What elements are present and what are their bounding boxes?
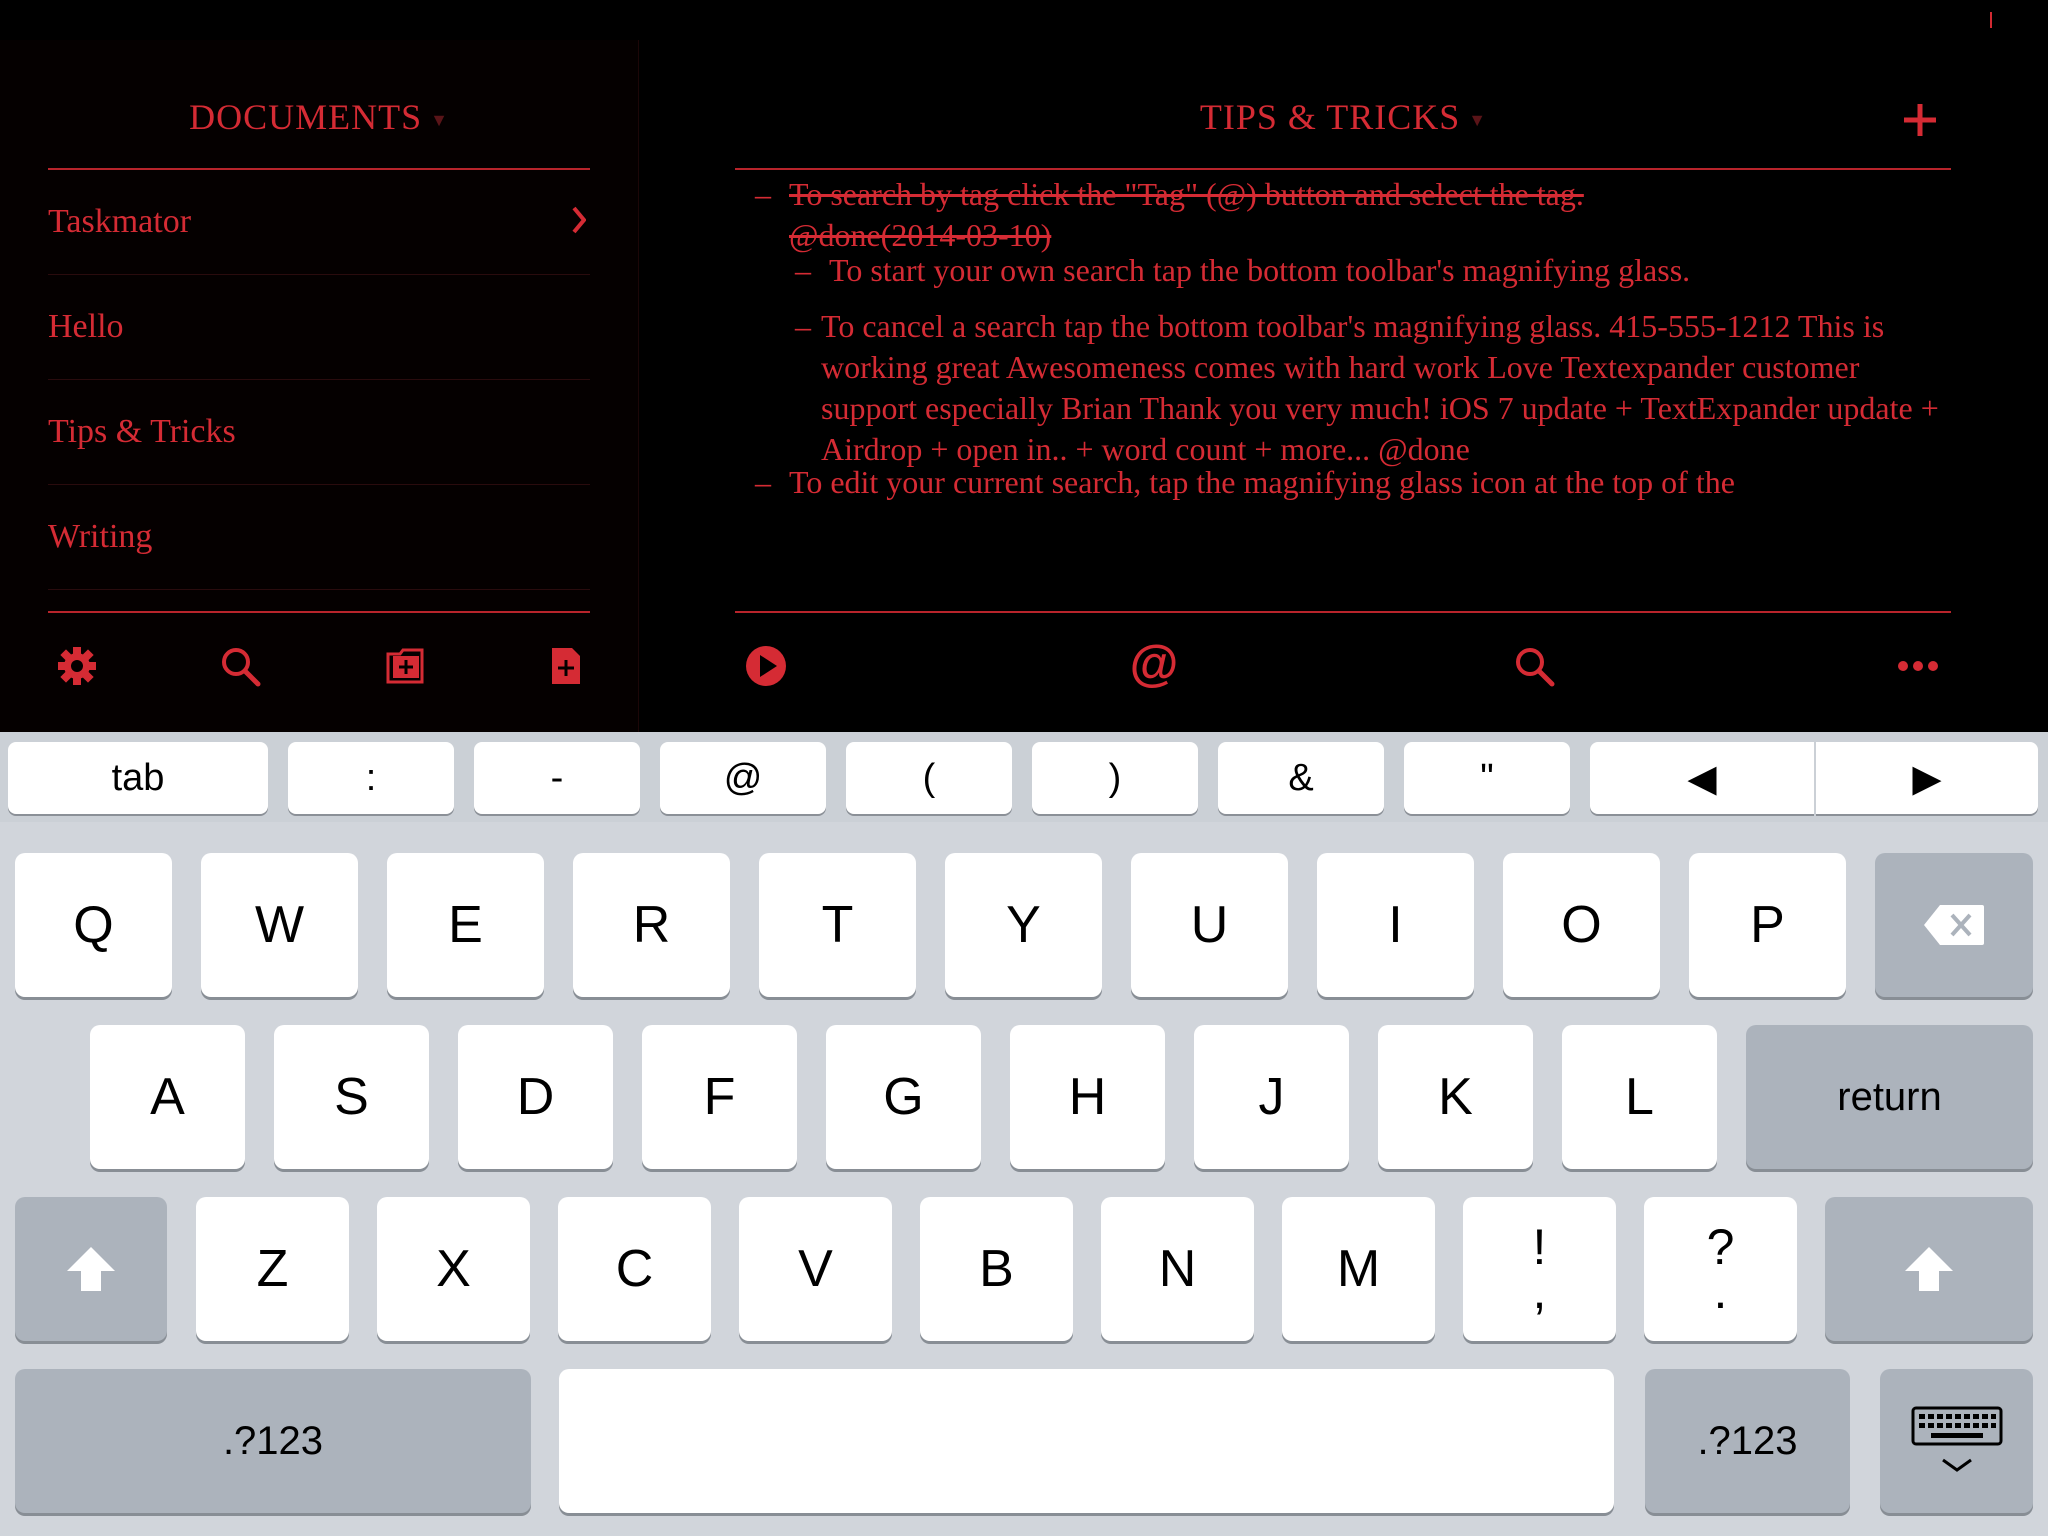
task-item[interactable] bbox=[755, 462, 1945, 503]
task-dash: – bbox=[755, 464, 771, 500]
delete-key[interactable] bbox=[1875, 853, 2033, 997]
documents-title-menu[interactable] bbox=[0, 96, 638, 138]
task-text: To start your own search tap the bottom toolbar's magnifying glass. bbox=[829, 252, 1691, 288]
key-top-char: ! bbox=[1532, 1219, 1547, 1275]
divider bbox=[48, 611, 590, 613]
quote-key[interactable]: " bbox=[1404, 742, 1570, 814]
cursor-left-key[interactable] bbox=[1590, 742, 1814, 814]
task-item[interactable] bbox=[755, 174, 1945, 256]
editor-text-area[interactable] bbox=[735, 174, 1951, 608]
key-b[interactable]: B bbox=[920, 1197, 1073, 1341]
space-bar[interactable] bbox=[559, 1369, 1614, 1513]
numbers-key-left[interactable]: .?123 bbox=[15, 1369, 531, 1513]
key-j[interactable]: J bbox=[1194, 1025, 1349, 1169]
key-z[interactable]: Z bbox=[196, 1197, 349, 1341]
task-text: To cancel a search tap the bottom toolbar's magnifying glass. 415-555-1212 This is working great Awesomeness comes with hard work Love Textexpander customer support especially Brian Thank you very much! iOS 7 update + TextExpander update + Airdrop + open in.. + word count + more... @done bbox=[821, 308, 1939, 467]
app-window bbox=[0, 0, 2048, 732]
key-bottom-char: , bbox=[1532, 1263, 1547, 1319]
document-item-taskmator[interactable] bbox=[48, 170, 590, 275]
search-icon[interactable] bbox=[218, 644, 262, 688]
shift-arrow-icon bbox=[64, 1244, 118, 1294]
key-v[interactable]: V bbox=[739, 1197, 892, 1341]
triangle-right-icon: ▶ bbox=[1912, 757, 1942, 800]
task-dash: – bbox=[795, 252, 811, 288]
task-dash: – bbox=[795, 308, 811, 344]
task-item[interactable] bbox=[795, 250, 1945, 291]
battery-icon bbox=[1990, 12, 1992, 28]
task-text: To edit your current search, tap the magnifying glass icon at the top of the bbox=[789, 464, 1735, 500]
documents-sidebar bbox=[0, 40, 639, 732]
key-h[interactable]: H bbox=[1010, 1025, 1165, 1169]
key-l[interactable]: L bbox=[1562, 1025, 1717, 1169]
status-bar bbox=[0, 0, 2048, 40]
key-i[interactable]: I bbox=[1317, 853, 1474, 997]
dismiss-keyboard-key[interactable] bbox=[1880, 1369, 2033, 1513]
numbers-key-right[interactable]: .?123 bbox=[1645, 1369, 1850, 1513]
shift-key-right[interactable] bbox=[1825, 1197, 2033, 1341]
onscreen-keyboard bbox=[0, 732, 2048, 1536]
document-item-hello[interactable] bbox=[48, 275, 590, 380]
keyboard-dismiss-icon bbox=[1911, 1406, 2003, 1476]
document-item-tips-tricks[interactable] bbox=[48, 380, 590, 485]
shift-key-left[interactable] bbox=[15, 1197, 167, 1341]
close-paren-key[interactable]: ) bbox=[1032, 742, 1198, 814]
key-k[interactable]: K bbox=[1378, 1025, 1533, 1169]
key-s[interactable]: S bbox=[274, 1025, 429, 1169]
new-folder-icon[interactable] bbox=[384, 644, 428, 688]
shift-arrow-icon bbox=[1902, 1244, 1956, 1294]
document-item-writing[interactable] bbox=[48, 485, 590, 590]
document-label: Writing bbox=[48, 518, 153, 555]
key-n[interactable]: N bbox=[1101, 1197, 1254, 1341]
task-item[interactable] bbox=[795, 306, 1945, 470]
divider bbox=[735, 611, 1951, 613]
key-w[interactable]: W bbox=[201, 853, 358, 997]
tab-key[interactable]: tab bbox=[8, 742, 268, 814]
colon-key[interactable]: : bbox=[288, 742, 454, 814]
key-e[interactable]: E bbox=[387, 853, 544, 997]
return-key[interactable]: return bbox=[1746, 1025, 2033, 1169]
add-button[interactable] bbox=[1900, 100, 1940, 140]
editor-title: TIPS & TRICKS bbox=[1199, 97, 1461, 137]
document-label: Hello bbox=[48, 308, 124, 345]
at-key[interactable]: @ bbox=[660, 742, 826, 814]
triangle-left-icon: ◀ bbox=[1687, 757, 1717, 800]
hyphen-key[interactable]: - bbox=[474, 742, 640, 814]
key-a[interactable]: A bbox=[90, 1025, 245, 1169]
task-tag: @done(2014-03-10) bbox=[789, 217, 1052, 253]
key-d[interactable]: D bbox=[458, 1025, 613, 1169]
caret-down-icon: ▼ bbox=[430, 110, 449, 131]
key-exclaim-comma[interactable] bbox=[1463, 1197, 1616, 1341]
key-u[interactable]: U bbox=[1131, 853, 1288, 997]
documents-title: DOCUMENTS bbox=[189, 97, 423, 137]
open-paren-key[interactable]: ( bbox=[846, 742, 1012, 814]
cursor-right-key[interactable] bbox=[1816, 742, 2038, 814]
backspace-icon bbox=[1922, 903, 1986, 947]
more-icon[interactable] bbox=[1896, 644, 1940, 688]
key-y[interactable]: Y bbox=[945, 853, 1102, 997]
tag-button[interactable]: @ bbox=[1129, 635, 1179, 691]
task-dash: – bbox=[755, 176, 771, 212]
task-text: To search by tag click the "Tag" (@) button and select the tag. bbox=[789, 176, 1584, 212]
key-top-char: ? bbox=[1706, 1219, 1735, 1275]
document-label: Taskmator bbox=[48, 203, 192, 240]
editor-pane bbox=[639, 40, 2048, 732]
key-q[interactable]: Q bbox=[15, 853, 172, 997]
chevron-right-icon bbox=[572, 206, 586, 234]
play-icon[interactable] bbox=[744, 644, 788, 688]
ampersand-key[interactable]: & bbox=[1218, 742, 1384, 814]
key-t[interactable]: T bbox=[759, 853, 916, 997]
search-icon[interactable] bbox=[1512, 644, 1556, 688]
gear-icon[interactable] bbox=[55, 644, 99, 688]
editor-title-menu[interactable] bbox=[639, 96, 2048, 138]
key-p[interactable]: P bbox=[1689, 853, 1846, 997]
keyboard-accessory-bar bbox=[0, 732, 2048, 822]
documents-list bbox=[48, 170, 590, 590]
key-c[interactable]: C bbox=[558, 1197, 711, 1341]
key-g[interactable]: G bbox=[826, 1025, 981, 1169]
caret-down-icon: ▼ bbox=[1468, 110, 1488, 131]
key-f[interactable]: F bbox=[642, 1025, 797, 1169]
key-x[interactable]: X bbox=[377, 1197, 530, 1341]
key-o[interactable]: O bbox=[1503, 853, 1660, 997]
key-bottom-char: . bbox=[1713, 1263, 1728, 1319]
new-document-icon[interactable] bbox=[544, 644, 588, 688]
key-r[interactable]: R bbox=[573, 853, 730, 997]
key-question-period[interactable] bbox=[1644, 1197, 1797, 1341]
divider bbox=[735, 168, 1951, 170]
document-label: Tips & Tricks bbox=[48, 413, 236, 450]
key-m[interactable]: M bbox=[1282, 1197, 1435, 1341]
